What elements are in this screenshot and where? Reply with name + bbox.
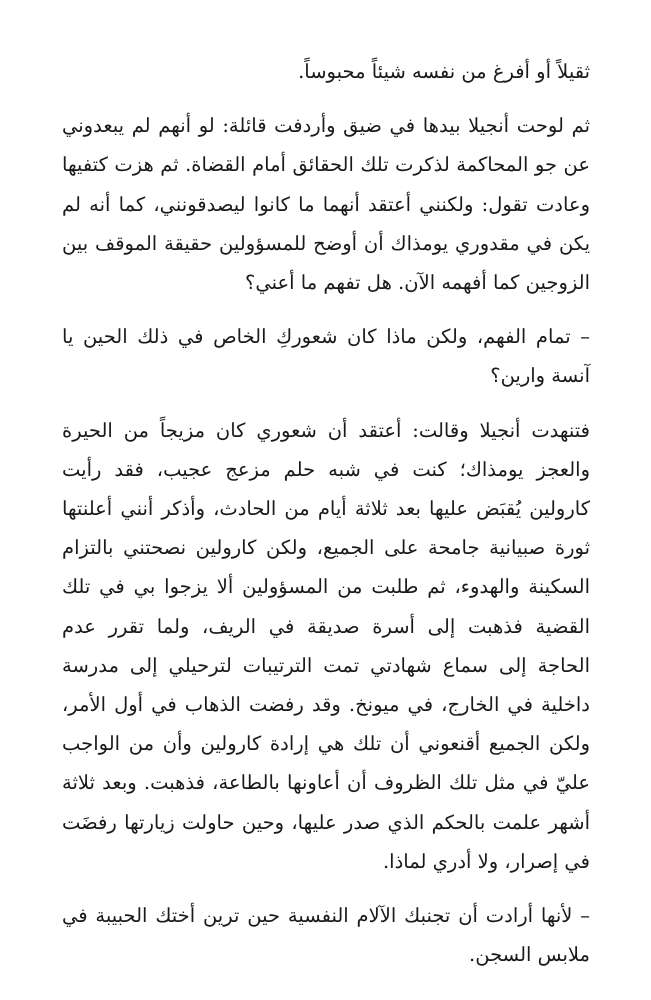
paragraph-1: ثقيلاً أو أفرغ من نفسه شيئاً محبوساً.: [298, 60, 590, 83]
paragraph-3: – تمام الفهم، ولكن ماذا كان شعوركِ الخاص في ذلك الحين يا آنسة وارين؟: [62, 325, 590, 388]
paragraph-2: ثم لوحت أنجيلا بيدها في ضيق وأردفت قائلة: لو أنهم لم يبعدوني عن جو المحاكمة لذكرت تلك الحقائق أمام القضاة. ثم هزت كتفيها وعادت تقول: ولكنني أعتقد أنهما ما كانوا ليصدقونني، كما أنه لم يكن في مقدوري يومذاك أن أوضح للمسؤولين حقيقة الموقف بين الزوجين كما أفهمه الآن. هل تفهم ما أعني؟: [62, 114, 590, 295]
book-page: [62, 52, 590, 974]
paragraph-4: فتنهدت أنجيلا وقالت: أعتقد أن شعوري كان مزيجاً من الحيرة والعجز يومذاك؛ كنت في شبه حلم مزعج عجيب، فقد رأيت كارولين يُقبَض عليها بعد ثلاثة أيام من الحادث، وأذكر أنني أعلنتها ثورة صبيانية جامحة على الجميع، ولكن كارولين نصحتني بالتزام السكينة والهدوء، ثم طلبت من المسؤولين ألا يزجوا بي في تلك القضية فذهبت إلى أسرة صديقة في الريف، ولما تقرر عدم الحاجة إلى سماع شهادتي تمت الترتيبات لترحيلي إلى مدرسة داخلية في الخارج، في ميونخ. وقد رفضت الذهاب في أول الأمر، ولكن الجميع أقنعوني أن تلك هي إرادة كارولين وأن من الواجب عليّ في مثل تلك الظروف أن أعاونها بالطاعة، فذهبت. وبعد ثلاثة أشهر علمت بالحكم الذي صدر عليها، وحين حاولت زيارتها رفضَت في إصرار، ولا أدري لماذا.: [62, 418, 590, 873]
paragraph-5: – لأنها أرادت أن تجنبك الآلام النفسية حين ترين أختك الحبيبة في ملابس السجن.: [62, 904, 590, 967]
